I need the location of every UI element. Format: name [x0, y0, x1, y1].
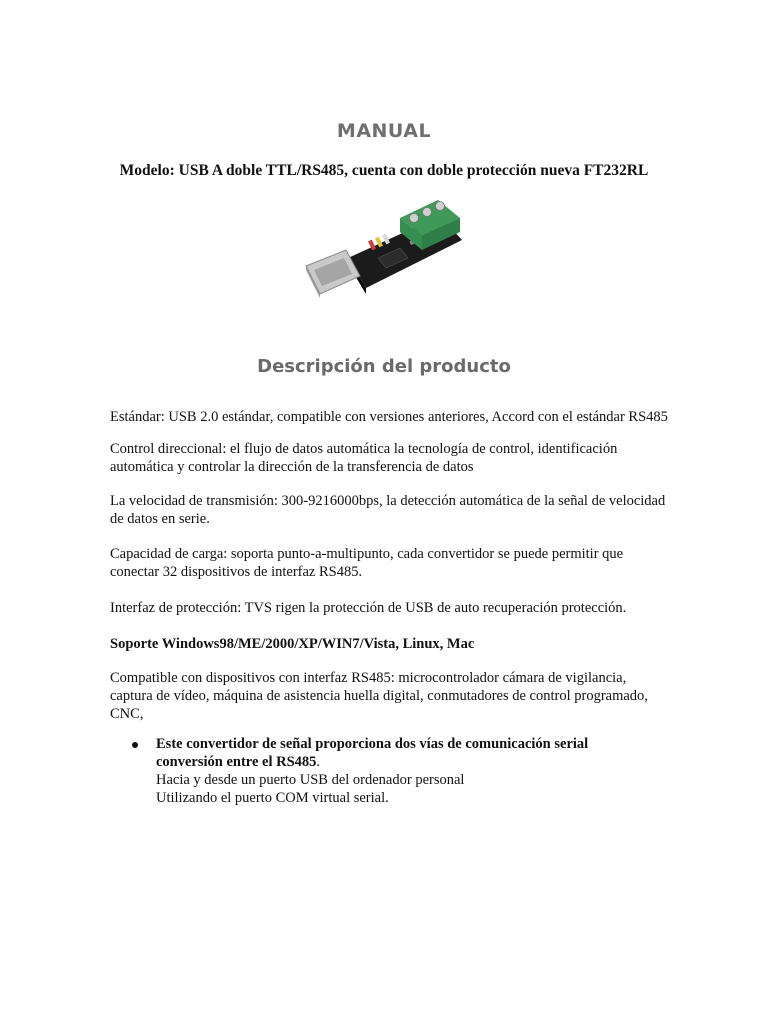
- product-image: [300, 188, 470, 308]
- paragraph-speed: La velocidad de transmisión: 300-9216000bps, la detección automática de la señal de velocidad de datos en serie.: [110, 493, 666, 527]
- paragraph-protection: Interfaz de protección: TVS rigen la protección de USB de auto recuperación protección.: [110, 600, 627, 616]
- bullet-punct: .: [316, 754, 321, 770]
- paragraph-compatible-devices: Compatible con dispositivos con interfaz RS485: microcontrolador cámara de vigilancia, captura de vídeo, máquina de asistencia huella digital, conmutadores de control programado, CNC,: [110, 670, 648, 722]
- section-title: Descripción del producto: [257, 356, 511, 377]
- bullet-line-usb: Hacia y desde un puerto USB del ordenador personal: [156, 772, 465, 788]
- paragraph-os-support: Soporte Windows98/ME/2000/XP/WIN7/Vista, Linux, Mac: [110, 636, 475, 652]
- document-title: MANUAL: [336, 120, 432, 142]
- usb-converter-board: [306, 200, 462, 298]
- bullet-dot-icon: [132, 742, 138, 748]
- bullet-text: [156, 735, 656, 807]
- paragraph-direction-control: Control direccional: el flujo de datos automática la tecnología de control, identificación automática y controlar la dirección de la transferencia de datos: [110, 441, 618, 475]
- bullet-line-com: Utilizando el puerto COM virtual serial.: [156, 790, 389, 806]
- bullet-bold-text: Este convertidor de señal proporciona dos vías de comunicación serial conversión entre el RS485: [156, 736, 589, 770]
- model-line: Modelo: USB A doble TTL/RS485, cuenta con doble protección nueva FT232RL: [119, 162, 649, 179]
- paragraph-load-capacity: Capacidad de carga: soporta punto-a-multipunto, cada convertidor se puede permitir que conectar 32 dispositivos de interfaz RS485.: [110, 546, 624, 580]
- paragraph-standard: Estándar: USB 2.0 estándar, compatible con versiones anteriores, Accord con el estándar RS485: [110, 409, 668, 425]
